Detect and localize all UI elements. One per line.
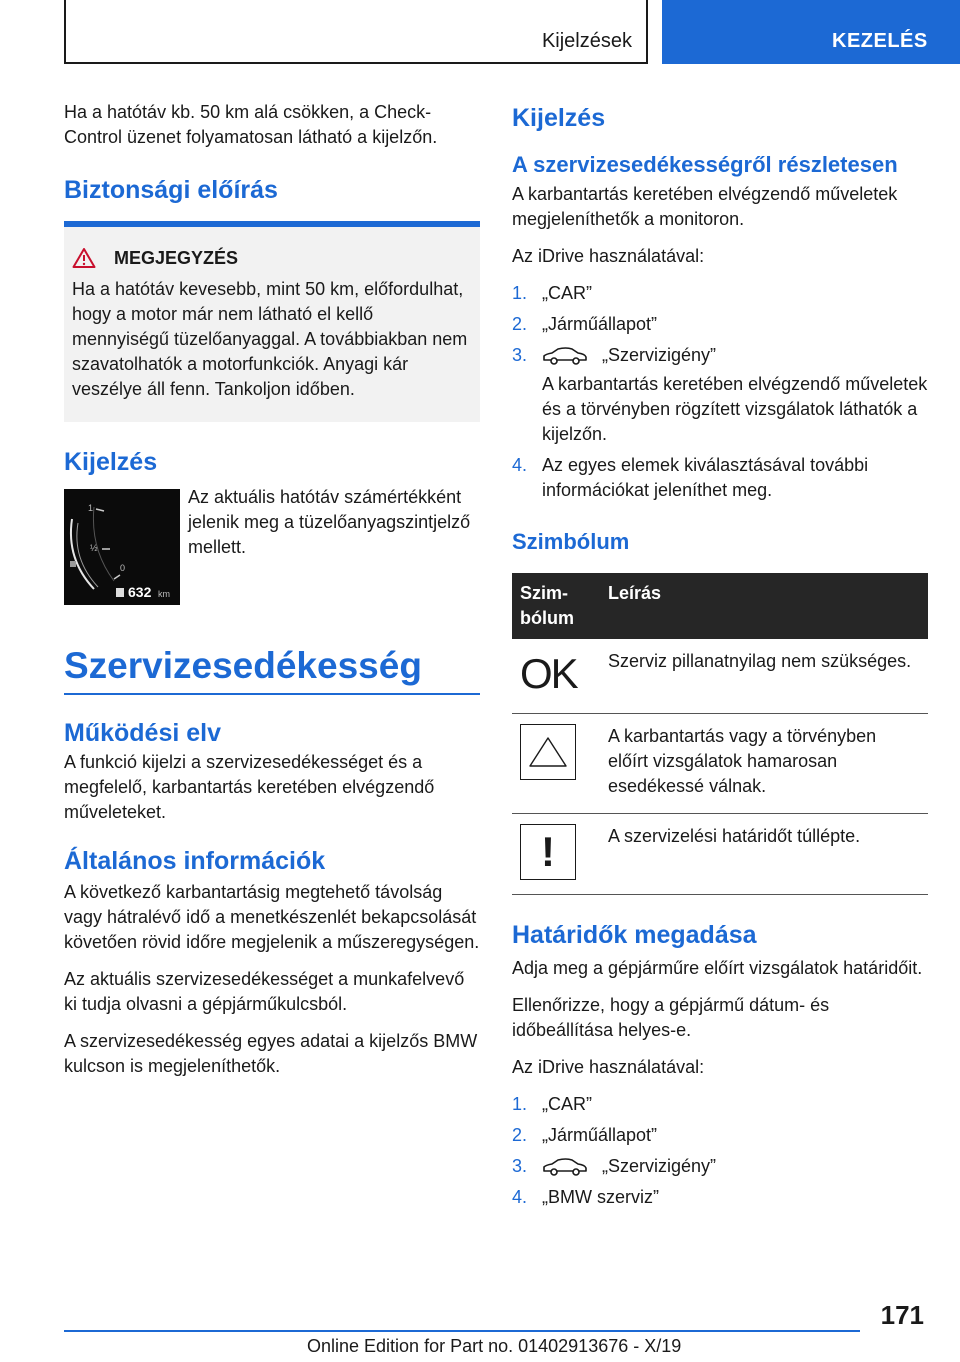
step-number: 2. <box>512 1125 528 1145</box>
list-item <box>512 343 928 447</box>
symbol-heading: Szimbólum <box>512 529 630 554</box>
step-text: „CAR” <box>542 283 592 303</box>
main-heading: Szervizesedékesség <box>64 645 422 686</box>
list-item <box>512 1185 928 1210</box>
list-item <box>512 1092 928 1117</box>
car-icon <box>542 346 588 366</box>
list-item <box>512 281 928 306</box>
step-text: „Járműállapot” <box>542 1125 658 1145</box>
deadline-paragraph-1: Adja meg a gépjárműre előírt vizsgálatok határidőit. <box>512 958 923 978</box>
step-text: Az egyes elemek kiválasztásával további információkat jeleníthet meg. <box>542 455 869 500</box>
deadline-steps-list <box>512 1092 928 1210</box>
idrive-label: Az iDrive használatával: <box>512 246 705 266</box>
main-heading-rule <box>64 693 480 695</box>
step-text: „BMW szerviz” <box>542 1187 659 1207</box>
list-item <box>512 1154 928 1179</box>
step-text: „Szervizigény” <box>602 345 717 365</box>
step-number: 4. <box>512 1187 528 1207</box>
service-soon-icon <box>520 724 576 780</box>
step-number: 3. <box>512 345 528 365</box>
step-text: „Járműállapot” <box>542 314 658 334</box>
step-number: 1. <box>512 283 528 303</box>
note-box <box>64 221 480 422</box>
gauge-scale-half: ½ <box>90 543 98 553</box>
intro-paragraph: Ha a hatótáv kb. 50 km alá csökken, a Check-Control üzenet folyamatosan látható a kijelzőn. <box>64 102 438 147</box>
list-item <box>512 453 928 503</box>
symbol-description: A szervizelési határidőt túllépte. <box>600 814 928 895</box>
header-section-title: Kijelzések <box>541 30 632 52</box>
step-number: 1. <box>512 1094 528 1114</box>
gauge-range-value: 632 <box>128 584 152 600</box>
symbol-cell <box>512 814 600 895</box>
general-paragraph-3: A szervizesedékesség egyes adatai a kijelzős BMW kulcson is megjeleníthetők. <box>64 1031 478 1076</box>
service-overdue-icon <box>520 824 576 880</box>
table-row <box>512 814 928 895</box>
table-row <box>512 714 928 814</box>
list-item <box>512 312 928 337</box>
header-chapter-label: KEZELÉS <box>832 30 928 52</box>
note-text: Ha a hatótáv kevesebb, mint 50 km, előfordulhat, hogy a motor már nem látható el kellő mennyiségű tüzelőanyaggal. A továbbiakban nem szavatolhatók a motorfunkciók. Anyagi kár veszélye áll fenn. Tankoljon időben. <box>72 279 468 399</box>
deadline-heading: Határidők megadása <box>512 921 757 949</box>
step-text: „CAR” <box>542 1094 592 1114</box>
detail-heading: A szervizesedékességről részletesen <box>512 152 898 177</box>
display-text: Az aktuális hatótáv számértékként jelenik meg a tüzelőanyagszintjelző mellett. <box>188 487 471 557</box>
general-heading: Általános információk <box>64 847 326 875</box>
principle-heading: Működési elv <box>64 719 221 747</box>
note-title <box>72 247 470 269</box>
principle-text: A funkció kijelzi a szervizesedékességet és a megfelelő, karbantartás keretében elvégzendő műveleteket. <box>64 752 435 822</box>
header-chapter-tab <box>662 0 960 64</box>
table-header-description: Leírás <box>600 573 928 639</box>
left-column <box>64 100 480 1091</box>
display-heading-left: Kijelzés <box>64 448 158 476</box>
footer-rule <box>64 1330 860 1332</box>
symbol-cell <box>512 714 600 814</box>
list-item <box>512 1123 928 1148</box>
car-icon <box>542 1157 588 1177</box>
display-heading-right: Kijelzés <box>512 104 606 132</box>
overdue-glyph: ! <box>541 828 555 875</box>
note-title-text: MEGJEGYZÉS <box>114 247 239 268</box>
step-number: 2. <box>512 314 528 334</box>
symbol-table <box>512 573 928 895</box>
right-column <box>512 100 928 1222</box>
service-steps-list <box>512 281 928 503</box>
deadline-paragraph-2: Ellenőrizze, hogy a gépjármű dátum- és időbeállítása helyes-e. <box>512 995 830 1040</box>
step-text: „Szervizigény” <box>602 1156 717 1176</box>
gauge-scale-1: 1 <box>88 503 94 513</box>
service-soon-glyph: △ <box>526 732 527 733</box>
warning-icon <box>72 247 96 269</box>
ok-icon: OK <box>520 650 577 697</box>
table-header-symbol: Szim-bólum <box>512 573 600 639</box>
table-header-row <box>512 573 928 639</box>
symbol-description: A karbantartás vagy a törvényben előírt vizsgálatok hamarosan esedékessé válnak. <box>600 714 928 814</box>
safety-heading: Biztonsági előírás <box>64 176 278 204</box>
fuel-gauge-image <box>64 489 180 605</box>
table-row <box>512 639 928 714</box>
symbol-cell <box>512 639 600 714</box>
page-number: 171 <box>880 1300 924 1330</box>
step-body <box>542 343 928 447</box>
symbol-description: Szerviz pillanatnyilag nem szükséges. <box>600 639 928 714</box>
detail-text: A karbantartás keretében elvégzendő műveletek megjeleníthetők a monitoron. <box>512 184 898 229</box>
step-body <box>542 1154 928 1179</box>
idrive-label-2: Az iDrive használatával: <box>512 1057 705 1077</box>
gauge-range-unit: km <box>158 589 170 599</box>
step-number: 4. <box>512 455 528 475</box>
gauge-scale-0: 0 <box>120 563 126 573</box>
general-paragraph-1: A következő karbantartásig megtehető távolság vagy hátralévő idő a menetkészenlét bekapcsolását követően rövid időre megjelenik a műszeregységen. <box>64 882 480 952</box>
display-block <box>64 485 480 605</box>
step3-detail: A karbantartás keretében elvégzendő műveletek és a törvényben rögzített vizsgálatok láthatók a kijelzőn. <box>542 374 928 444</box>
step-number: 3. <box>512 1156 528 1176</box>
header-box <box>64 0 648 64</box>
footer-edition: Online Edition for Part no. 01402913676 - X/19 <box>307 1336 682 1356</box>
general-paragraph-2: Az aktuális szervizesedékességet a munkafelvevő ki tudja olvasni a gépjárműkulcsból. <box>64 969 465 1014</box>
